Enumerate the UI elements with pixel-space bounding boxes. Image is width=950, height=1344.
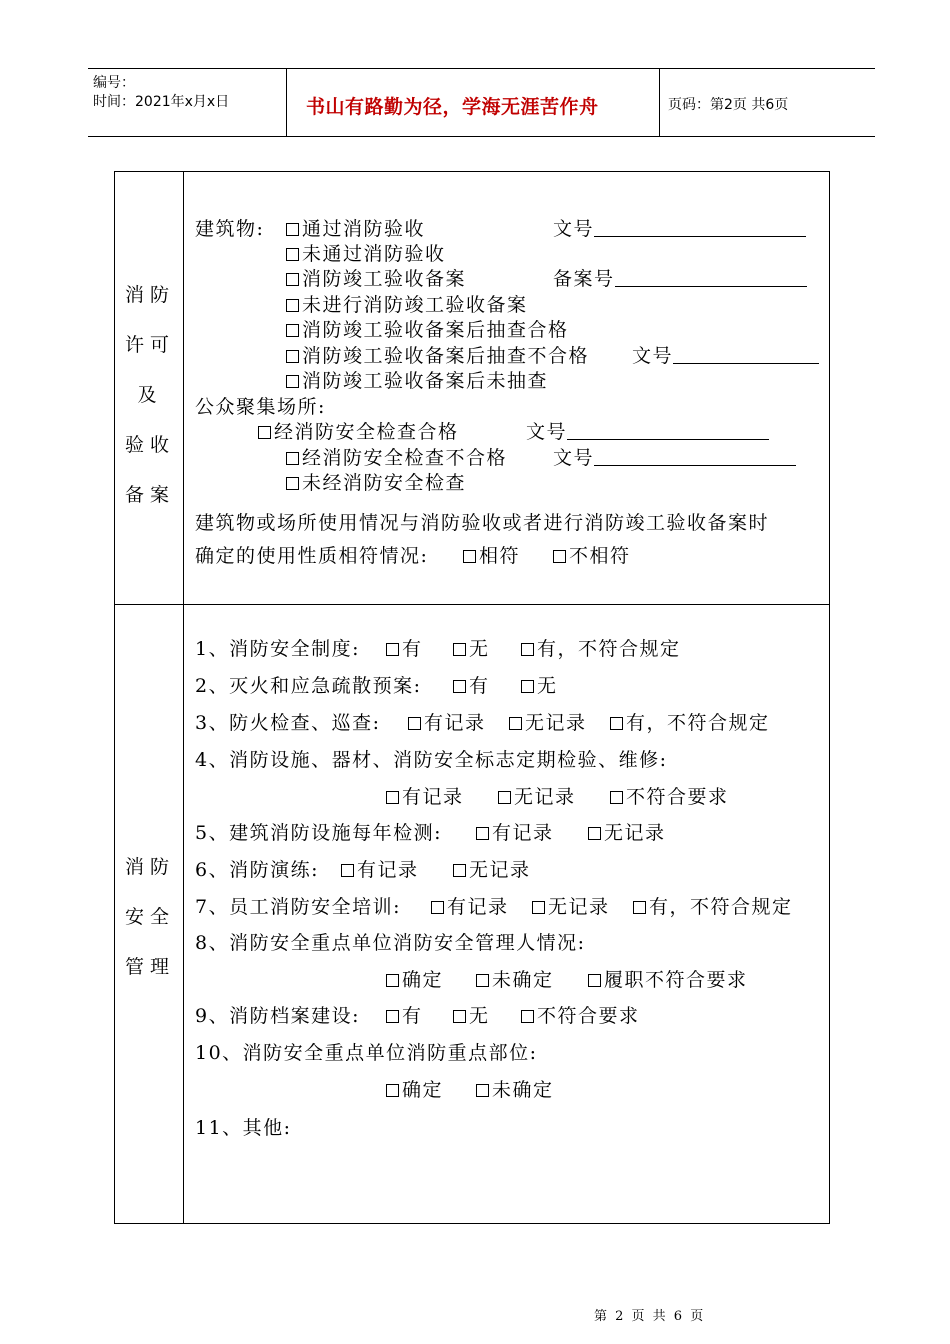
checkbox-icon	[286, 223, 299, 236]
checkbox-option[interactable]: 通过消防验收	[286, 214, 425, 241]
checkbox-option[interactable]: 有，不符合规定	[610, 708, 770, 735]
checkbox-option[interactable]: 有，不符合规定	[633, 892, 793, 919]
category-line: 验收	[124, 434, 175, 456]
checkbox-icon	[286, 273, 299, 286]
usage-statement-cont: 确定的使用性质相符情况:	[195, 545, 429, 567]
checkbox-icon	[476, 974, 489, 987]
checkbox-option[interactable]: 未通过消防验收	[286, 239, 446, 266]
checkbox-icon	[509, 717, 522, 730]
checkbox-option[interactable]: 经消防安全检查不合格	[286, 443, 507, 470]
question-5: 5、建筑消防设施每年检测:	[195, 822, 442, 844]
checkbox-option[interactable]: 有记录	[386, 782, 464, 809]
doc-no-field[interactable]: 文号	[632, 341, 819, 368]
checkbox-option[interactable]: 无	[521, 671, 558, 698]
checkbox-option[interactable]: 经消防安全检查合格	[258, 417, 459, 444]
checkbox-icon	[453, 864, 466, 877]
checkbox-option[interactable]: 无记录	[532, 892, 610, 919]
category-line: 消防	[124, 856, 175, 878]
blank-underline	[615, 286, 807, 287]
checkbox-option[interactable]: 消防竣工验收备案后未抽查	[286, 366, 548, 393]
checkbox-icon	[588, 974, 601, 987]
checkbox-icon	[521, 680, 534, 693]
question-11: 11、其他:	[195, 1117, 292, 1139]
blank-underline	[594, 236, 806, 237]
checkbox-option[interactable]: 有	[386, 634, 423, 661]
checkbox-icon	[476, 827, 489, 840]
checkbox-icon	[431, 901, 444, 914]
checkbox-icon	[553, 550, 566, 563]
checkbox-option[interactable]: 有记录	[431, 892, 509, 919]
checkbox-option[interactable]: 有	[453, 671, 490, 698]
serial-label: 编号：	[93, 75, 135, 91]
record-no-field[interactable]: 备案号	[553, 264, 807, 291]
checkbox-icon	[463, 550, 476, 563]
checkbox-option[interactable]: 无记录	[453, 855, 531, 882]
checkbox-icon	[453, 1010, 466, 1023]
checkbox-icon	[286, 324, 299, 337]
category-line: 消防	[124, 284, 175, 306]
venue-label: 公众聚集场所:	[195, 396, 326, 418]
checkbox-icon	[453, 643, 466, 656]
checkbox-option[interactable]: 消防竣工验收备案后抽查合格	[286, 315, 569, 342]
checkbox-option[interactable]: 相符	[463, 541, 520, 568]
checkbox-option[interactable]: 未确定	[476, 965, 554, 992]
checkbox-icon	[286, 350, 299, 363]
question-4: 4、消防设施、器材、消防安全标志定期检验、维修:	[195, 749, 668, 771]
building-label: 建筑物:	[195, 218, 265, 240]
checkbox-option[interactable]: 确定	[386, 1075, 443, 1102]
checkbox-icon	[286, 248, 299, 261]
checkbox-option[interactable]: 无记录	[498, 782, 576, 809]
category-line: 许可	[124, 334, 175, 356]
header-motto: 书山有路勤为径，学海无涯苦作舟	[306, 96, 599, 118]
checkbox-option[interactable]: 不相符	[553, 541, 631, 568]
checkbox-icon	[286, 477, 299, 490]
checkbox-icon	[610, 791, 623, 804]
blank-underline	[594, 465, 796, 466]
checkbox-icon	[286, 452, 299, 465]
checkbox-icon	[286, 375, 299, 388]
checkbox-option[interactable]: 有记录	[476, 818, 554, 845]
checkbox-icon	[408, 717, 421, 730]
checkbox-icon	[258, 426, 271, 439]
question-6: 6、消防演练:	[195, 859, 319, 881]
doc-no-field[interactable]: 文号	[553, 443, 796, 470]
header-divider-right	[659, 68, 660, 136]
page-footer: 第 2 页 共 6 页	[594, 1309, 706, 1324]
checkbox-option[interactable]: 消防竣工验收备案后抽查不合格	[286, 341, 589, 368]
usage-statement: 建筑物或场所使用情况与消防验收或者进行消防竣工验收备案时	[195, 512, 770, 534]
header-bottom-border	[88, 136, 875, 137]
checkbox-option[interactable]: 消防竣工验收备案	[286, 264, 466, 291]
checkbox-option[interactable]: 未确定	[476, 1075, 554, 1102]
checkbox-option[interactable]: 无记录	[588, 818, 666, 845]
doc-no-field[interactable]: 文号	[526, 417, 769, 444]
header-top-border	[88, 68, 875, 69]
checkbox-icon	[341, 864, 354, 877]
checkbox-option[interactable]: 无	[453, 634, 490, 661]
checkbox-icon	[588, 827, 601, 840]
checkbox-option[interactable]: 未进行消防竣工验收备案	[286, 290, 528, 317]
checkbox-icon	[521, 643, 534, 656]
checkbox-icon	[386, 791, 399, 804]
table-column-divider	[183, 171, 184, 1224]
checkbox-option[interactable]: 无	[453, 1001, 490, 1028]
question-2: 2、灭火和应急疏散预案:	[195, 675, 422, 697]
question-3: 3、防火检查、巡查:	[195, 712, 381, 734]
checkbox-option[interactable]: 不符合要求	[610, 782, 729, 809]
checkbox-icon	[521, 1010, 534, 1023]
checkbox-icon	[386, 643, 399, 656]
page-info: 页码：第2页 共6页	[668, 97, 789, 113]
category-line: 及	[137, 384, 163, 406]
checkbox-option[interactable]: 有	[386, 1001, 423, 1028]
checkbox-icon	[386, 1084, 399, 1097]
checkbox-option[interactable]: 确定	[386, 965, 443, 992]
category-line: 安全	[124, 906, 175, 928]
header-divider-left	[286, 68, 287, 136]
checkbox-option[interactable]: 有，不符合规定	[521, 634, 681, 661]
checkbox-icon	[610, 717, 623, 730]
question-1: 1、消防安全制度:	[195, 638, 360, 660]
checkbox-icon	[386, 974, 399, 987]
checkbox-option[interactable]: 不符合要求	[521, 1001, 640, 1028]
category-line: 管理	[124, 956, 175, 978]
question-8: 8、消防安全重点单位消防安全管理人情况:	[195, 932, 586, 954]
checkbox-option[interactable]: 有记录	[408, 708, 486, 735]
checkbox-icon	[386, 1010, 399, 1023]
category-line: 备案	[124, 484, 175, 506]
blank-underline	[567, 439, 769, 440]
checkbox-icon	[532, 901, 545, 914]
checkbox-option[interactable]: 有记录	[341, 855, 419, 882]
checkbox-icon	[286, 299, 299, 312]
checkbox-icon	[453, 680, 466, 693]
checkbox-icon	[498, 791, 511, 804]
question-7: 7、员工消防安全培训:	[195, 896, 401, 918]
checkbox-option[interactable]: 无记录	[509, 708, 587, 735]
table-row-divider	[114, 604, 830, 605]
checkbox-option[interactable]: 履职不符合要求	[588, 965, 748, 992]
question-10: 10、消防安全重点单位消防重点部位:	[195, 1042, 538, 1064]
doc-no-field[interactable]: 文号	[553, 214, 806, 241]
time-label: 时间：2021年x月x日	[93, 94, 230, 110]
checkbox-icon	[633, 901, 646, 914]
checkbox-icon	[476, 1084, 489, 1097]
question-9: 9、消防档案建设:	[195, 1005, 360, 1027]
checkbox-option[interactable]: 未经消防安全检查	[286, 468, 466, 495]
blank-underline	[673, 363, 819, 364]
